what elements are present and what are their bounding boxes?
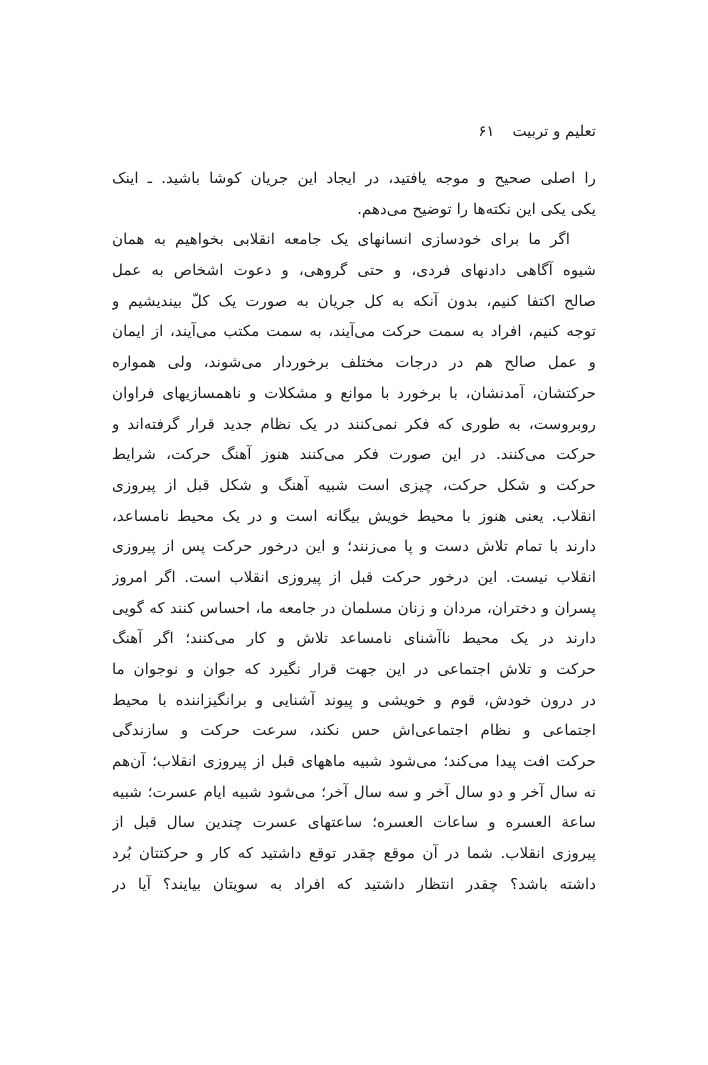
text-line: یکی یکی این نکته‌ها را توضیح می‌دهم. xyxy=(357,199,596,218)
text-line: پیروزی انقلاب. شما در آن موقع چقدر توقع داشتید که کار و حرکتتان بُرد xyxy=(112,844,596,863)
text-line: حرکتشان، آمدنشان، با برخورد با موانع و مشکلات و ناهمسازیهای فراوان xyxy=(112,383,596,402)
text-line: انقلاب. یعنی هنوز با محیط خویش بیگانه است و در یک محیط نامساعد، xyxy=(112,506,596,525)
running-header xyxy=(478,120,596,142)
text-line: اجتماعی و نظام اجتماعی‌اش حس نکند، سرعت حرکت و سازندگی xyxy=(112,721,596,740)
text-line: روبروست، به طوری که فکر نمی‌کنند در یک نظام جدید قرار گرفته‌اند و xyxy=(112,414,596,433)
page-number: ۶۱ xyxy=(478,122,495,140)
text-line: صالح اکتفا کنیم، بدون آنکه به کل جریان به صورت یک کلّ بیندیشیم و xyxy=(112,291,596,310)
text-line: دارند با تمام تلاش دست و پا می‌زنند؛ و این درخور حرکت پس از پیروزی xyxy=(112,537,596,556)
text-line: نه سال آخر و دو سال آخر و سه سال آخر؛ می‌شود شبیه ایام عسرت؛ شبیه xyxy=(112,782,596,801)
text-line: حرکت و تلاش اجتماعی در این جهت قرار نگیرد که جوان و نوجوان ما xyxy=(112,660,596,678)
text-line: را اصلی صحیح و موجه یافتید، در ایجاد این جریان کوشا باشید. ـ اینک xyxy=(112,169,596,187)
text-line: حرکت افت پیدا می‌کند؛ می‌شود شبیه ماههای قبل از پیروزی انقلاب؛ آن‌هم xyxy=(112,752,596,771)
text-line: پسران و دختران، مردان و زنان مسلمان در جامعه ما، احساس کنند که گویی xyxy=(112,598,596,617)
text-line: و عمل صالح هم در درجات مختلف برخوردار می‌شوند، ولی همواره xyxy=(112,353,596,372)
text-line: حرکت می‌کنند. در این صورت فکر می‌کنند هنوز آهنگ حرکت، شرایط xyxy=(112,445,596,464)
text-line: اگر ما برای خودسازی انسانهای یک جامعه انقلابی بخواهیم به همان xyxy=(112,230,570,249)
text-line: ساعة العسره و ساعات العسره؛ ساعتهای عسرت چندین سال قبل از xyxy=(112,813,596,832)
body-text xyxy=(112,163,596,900)
text-line: انقلاب نیست. این درخور حرکت قبل از پیروزی انقلاب است. اگر امروز xyxy=(112,567,596,586)
text-line: توجه کنیم، افراد به سمت حرکت می‌آیند، به سمت مکتب می‌آیند، از ایمان xyxy=(112,322,596,341)
text-line: شیوه آگاهی دادنهای فردی، و حتی گروهی، و دعوت اشخاص به عمل xyxy=(112,261,596,280)
chapter-title: تعلیم و تربیت xyxy=(512,122,596,140)
text-line: حرکت و شکل حرکت، چیزی است شبیه آهنگ و شکل قبل از پیروزی xyxy=(112,475,596,494)
text-line: در درون خودش، قوم و خویشی و پیوند آشنایی و برانگیزاننده با محیط xyxy=(112,690,596,709)
text-line: داشته باشد؟ چقدر انتظار داشتید که افراد به سویتان بیایند؟ آیا در xyxy=(112,874,596,893)
text-line: دارند در یک محیط ناآشنای نامساعد تلاش و کار می‌کنند؛ اگر آهنگ xyxy=(112,629,596,648)
